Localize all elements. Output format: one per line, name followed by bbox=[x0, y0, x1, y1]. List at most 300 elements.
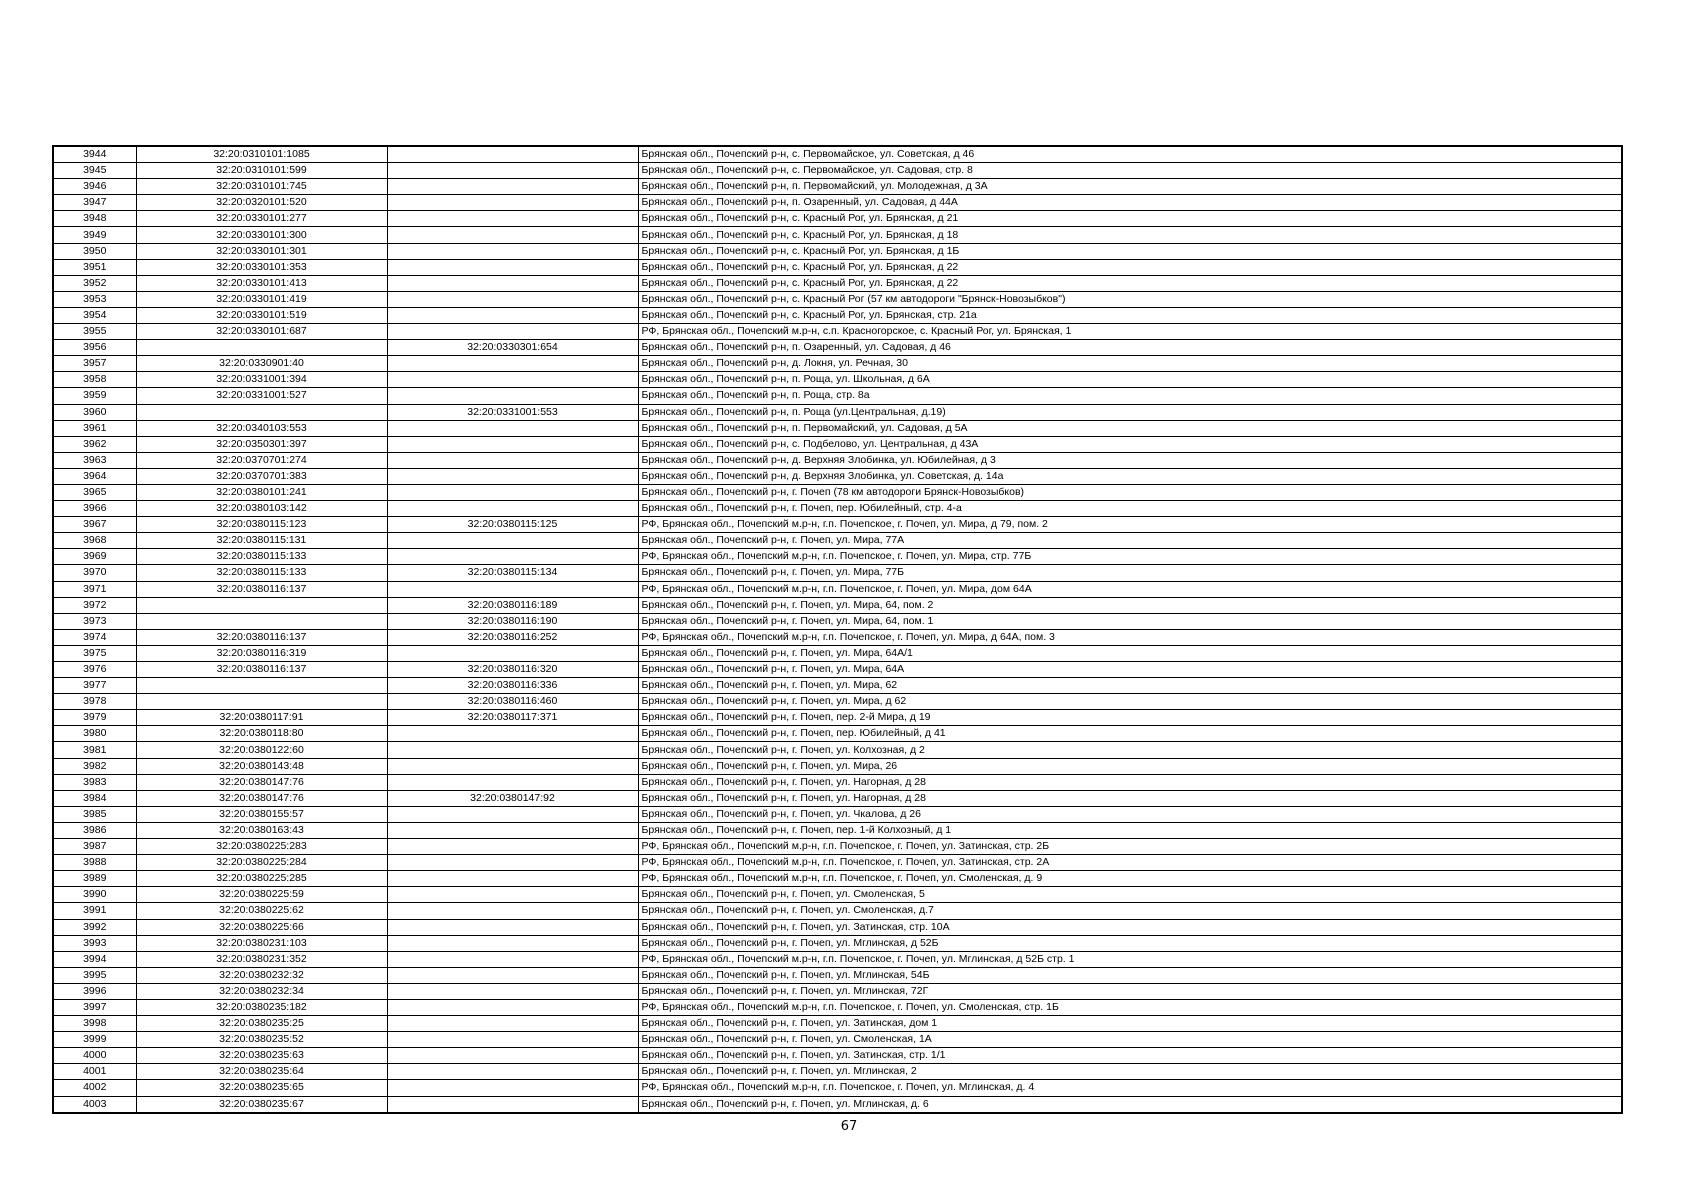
address-cell: РФ, Брянская обл., Почепский м.р-н, г.п. Почепское, г. Почеп, ул. Мглинская, д. 4 bbox=[638, 1080, 1622, 1096]
table-row bbox=[53, 275, 1622, 291]
address-cell: Брянская обл., Почепский р-н, г. Почеп, ул. Чкалова, д 26 bbox=[638, 806, 1622, 822]
linked-cadastral-number-cell bbox=[387, 275, 638, 291]
address-cell: Брянская обл., Почепский р-н, п. Роща (ул.Центральная, д.19) bbox=[638, 404, 1622, 420]
table-row bbox=[53, 871, 1622, 887]
row-number-cell: 3958 bbox=[53, 372, 136, 388]
table-row bbox=[53, 533, 1622, 549]
row-number-cell: 3982 bbox=[53, 758, 136, 774]
row-number-cell: 3946 bbox=[53, 179, 136, 195]
row-number-cell: 3953 bbox=[53, 291, 136, 307]
address-cell: Брянская обл., Почепский р-н, п. Озаренный, ул. Садовая, д 44А bbox=[638, 195, 1622, 211]
row-number-cell: 3967 bbox=[53, 517, 136, 533]
table-row bbox=[53, 211, 1622, 227]
cadastral-number-cell: 32:20:0380232:32 bbox=[136, 967, 387, 983]
linked-cadastral-number-cell bbox=[387, 1096, 638, 1113]
table-row bbox=[53, 179, 1622, 195]
cadastral-number-cell: 32:20:0380225:66 bbox=[136, 919, 387, 935]
row-number-cell: 3969 bbox=[53, 549, 136, 565]
table-row bbox=[53, 452, 1622, 468]
linked-cadastral-number-cell: 32:20:0380116:190 bbox=[387, 613, 638, 629]
cadastral-number-cell: 32:20:0370701:274 bbox=[136, 452, 387, 468]
linked-cadastral-number-cell bbox=[387, 967, 638, 983]
address-cell: Брянская обл., Почепский р-н, с. Подбелово, ул. Центральная, д 43А bbox=[638, 436, 1622, 452]
linked-cadastral-number-cell bbox=[387, 468, 638, 484]
row-number-cell: 3956 bbox=[53, 340, 136, 356]
address-cell: Брянская обл., Почепский р-н, г. Почеп, ул. Мира, 26 bbox=[638, 758, 1622, 774]
linked-cadastral-number-cell bbox=[387, 259, 638, 275]
cadastral-number-cell: 32:20:0380118:80 bbox=[136, 726, 387, 742]
row-number-cell: 3974 bbox=[53, 629, 136, 645]
address-cell: Брянская обл., Почепский р-н, г. Почеп (78 км автодороги Брянск-Новозыбков) bbox=[638, 484, 1622, 500]
linked-cadastral-number-cell bbox=[387, 484, 638, 500]
linked-cadastral-number-cell bbox=[387, 227, 638, 243]
table-row bbox=[53, 919, 1622, 935]
row-number-cell: 3985 bbox=[53, 806, 136, 822]
table-row bbox=[53, 967, 1622, 983]
row-number-cell: 3997 bbox=[53, 999, 136, 1015]
table-row bbox=[53, 1016, 1622, 1032]
table-row bbox=[53, 613, 1622, 629]
table-row bbox=[53, 726, 1622, 742]
row-number-cell: 3959 bbox=[53, 388, 136, 404]
cadastral-number-cell: 32:20:0380235:67 bbox=[136, 1096, 387, 1113]
table-row bbox=[53, 790, 1622, 806]
cadastral-number-cell: 32:20:0331001:527 bbox=[136, 388, 387, 404]
linked-cadastral-number-cell bbox=[387, 951, 638, 967]
row-number-cell: 4000 bbox=[53, 1048, 136, 1064]
row-number-cell: 3949 bbox=[53, 227, 136, 243]
address-cell: Брянская обл., Почепский р-н, г. Почеп, ул. Смоленская, 1А bbox=[638, 1032, 1622, 1048]
address-cell: Брянская обл., Почепский р-н, с. Красный Рог, ул. Брянская, д 18 bbox=[638, 227, 1622, 243]
cadastral-number-cell: 32:20:0370701:383 bbox=[136, 468, 387, 484]
cadastral-number-cell: 32:20:0380116:319 bbox=[136, 645, 387, 661]
table-row bbox=[53, 259, 1622, 275]
table-row bbox=[53, 227, 1622, 243]
table-row bbox=[53, 291, 1622, 307]
row-number-cell: 3960 bbox=[53, 404, 136, 420]
table-row bbox=[53, 307, 1622, 323]
linked-cadastral-number-cell bbox=[387, 436, 638, 452]
row-number-cell: 3955 bbox=[53, 324, 136, 340]
address-cell: Брянская обл., Почепский р-н, г. Почеп, ул. Мира, 64А/1 bbox=[638, 645, 1622, 661]
table-row bbox=[53, 420, 1622, 436]
table-row bbox=[53, 887, 1622, 903]
table-row bbox=[53, 1048, 1622, 1064]
address-cell: РФ, Брянская обл., Почепский м.р-н, г.п. Почепское, г. Почеп, ул. Мира, дом 64А bbox=[638, 581, 1622, 597]
table-row bbox=[53, 710, 1622, 726]
row-number-cell: 3970 bbox=[53, 565, 136, 581]
linked-cadastral-number-cell bbox=[387, 999, 638, 1015]
linked-cadastral-number-cell bbox=[387, 871, 638, 887]
linked-cadastral-number-cell bbox=[387, 549, 638, 565]
cadastral-number-cell: 32:20:0380235:64 bbox=[136, 1064, 387, 1080]
row-number-cell: 3996 bbox=[53, 983, 136, 999]
cadastral-number-cell: 32:20:0380155:57 bbox=[136, 806, 387, 822]
row-number-cell: 3957 bbox=[53, 356, 136, 372]
cadastral-number-cell bbox=[136, 404, 387, 420]
row-number-cell: 3995 bbox=[53, 967, 136, 983]
row-number-cell: 3992 bbox=[53, 919, 136, 935]
table-row bbox=[53, 1096, 1622, 1113]
linked-cadastral-number-cell bbox=[387, 983, 638, 999]
row-number-cell: 3980 bbox=[53, 726, 136, 742]
address-cell: Брянская обл., Почепский р-н, г. Почеп, ул. Затинская, стр. 1/1 bbox=[638, 1048, 1622, 1064]
address-cell: Брянская обл., Почепский р-н, г. Почеп, ул. Мира, 64, пом. 2 bbox=[638, 597, 1622, 613]
address-cell: РФ, Брянская обл., Почепский м.р-н, г.п. Почепское, г. Почеп, ул. Мира, стр. 77Б bbox=[638, 549, 1622, 565]
linked-cadastral-number-cell: 32:20:0380116:252 bbox=[387, 629, 638, 645]
linked-cadastral-number-cell bbox=[387, 903, 638, 919]
row-number-cell: 3984 bbox=[53, 790, 136, 806]
linked-cadastral-number-cell bbox=[387, 935, 638, 951]
table-row bbox=[53, 694, 1622, 710]
table-row bbox=[53, 1080, 1622, 1096]
address-cell: Брянская обл., Почепский р-н, с. Первомайское, ул. Советская, д 46 bbox=[638, 146, 1622, 163]
address-cell: Брянская обл., Почепский р-н, г. Почеп, ул. Смоленская, 5 bbox=[638, 887, 1622, 903]
address-cell: Брянская обл., Почепский р-н, г. Почеп, ул. Мглинская, 72Г bbox=[638, 983, 1622, 999]
cadastral-number-cell: 32:20:0330901:40 bbox=[136, 356, 387, 372]
row-number-cell: 4001 bbox=[53, 1064, 136, 1080]
row-number-cell: 3973 bbox=[53, 613, 136, 629]
linked-cadastral-number-cell bbox=[387, 726, 638, 742]
linked-cadastral-number-cell bbox=[387, 919, 638, 935]
cadastral-number-cell: 32:20:0380235:52 bbox=[136, 1032, 387, 1048]
table-row bbox=[53, 1064, 1622, 1080]
table-row bbox=[53, 839, 1622, 855]
address-cell: Брянская обл., Почепский р-н, п. Озаренный, ул. Садовая, д 46 bbox=[638, 340, 1622, 356]
table-row bbox=[53, 517, 1622, 533]
linked-cadastral-number-cell bbox=[387, 372, 638, 388]
linked-cadastral-number-cell bbox=[387, 146, 638, 163]
linked-cadastral-number-cell bbox=[387, 388, 638, 404]
address-cell: Брянская обл., Почепский р-н, г. Почеп, ул. Затинская, стр. 10А bbox=[638, 919, 1622, 935]
address-cell: Брянская обл., Почепский р-н, г. Почеп, пер. 1-й Колхозный, д 1 bbox=[638, 822, 1622, 838]
cadastral-number-cell: 32:20:0380163:43 bbox=[136, 822, 387, 838]
cadastral-number-cell: 32:20:0350301:397 bbox=[136, 436, 387, 452]
cadastral-number-cell: 32:20:0380225:62 bbox=[136, 903, 387, 919]
address-cell: Брянская обл., Почепский р-н, г. Почеп, пер. 2-й Мира, д 19 bbox=[638, 710, 1622, 726]
address-cell: Брянская обл., Почепский р-н, г. Почеп, ул. Мира, 77А bbox=[638, 533, 1622, 549]
address-cell: Брянская обл., Почепский р-н, г. Почеп, ул. Мира, 64А bbox=[638, 662, 1622, 678]
row-number-cell: 3962 bbox=[53, 436, 136, 452]
table-row bbox=[53, 356, 1622, 372]
table-row bbox=[53, 1032, 1622, 1048]
table-row bbox=[53, 565, 1622, 581]
linked-cadastral-number-cell bbox=[387, 645, 638, 661]
address-cell: Брянская обл., Почепский р-н, г. Почеп, ул. Нагорная, д 28 bbox=[638, 774, 1622, 790]
cadastral-number-cell: 32:20:0380225:59 bbox=[136, 887, 387, 903]
row-number-cell: 3954 bbox=[53, 307, 136, 323]
table-row bbox=[53, 501, 1622, 517]
row-number-cell: 3987 bbox=[53, 839, 136, 855]
table-row bbox=[53, 404, 1622, 420]
address-cell: Брянская обл., Почепский р-н, г. Почеп, пер. Юбилейный, стр. 4-а bbox=[638, 501, 1622, 517]
cadastral-number-cell: 32:20:0380115:131 bbox=[136, 533, 387, 549]
linked-cadastral-number-cell: 32:20:0380115:134 bbox=[387, 565, 638, 581]
row-number-cell: 3999 bbox=[53, 1032, 136, 1048]
cadastral-number-cell: 32:20:0310101:1085 bbox=[136, 146, 387, 163]
address-cell: Брянская обл., Почепский р-н, г. Почеп, ул. Колхозная, д 2 bbox=[638, 742, 1622, 758]
address-cell: Брянская обл., Почепский р-н, г. Почеп, ул. Мглинская, д. 6 bbox=[638, 1096, 1622, 1113]
table-row bbox=[53, 983, 1622, 999]
linked-cadastral-number-cell bbox=[387, 855, 638, 871]
linked-cadastral-number-cell bbox=[387, 839, 638, 855]
cadastral-number-cell: 32:20:0380116:137 bbox=[136, 581, 387, 597]
cadastral-number-cell: 32:20:0380235:63 bbox=[136, 1048, 387, 1064]
page-number: 67 bbox=[840, 1119, 858, 1134]
linked-cadastral-number-cell: 32:20:0330301:654 bbox=[387, 340, 638, 356]
cadastral-number-cell: 32:20:0330101:301 bbox=[136, 243, 387, 259]
row-number-cell: 3998 bbox=[53, 1016, 136, 1032]
cadastral-number-cell: 32:20:0330101:419 bbox=[136, 291, 387, 307]
table-row bbox=[53, 935, 1622, 951]
address-cell: РФ, Брянская обл., Почепский м.р-н, с.п. Красногорское, с. Красный Рог, ул. Брянская, 1 bbox=[638, 324, 1622, 340]
address-cell: РФ, Брянская обл., Почепский м.р-н, г.п. Почепское, г. Почеп, ул. Смоленская, стр. 1Б bbox=[638, 999, 1622, 1015]
address-cell: Брянская обл., Почепский р-н, г. Почеп, ул. Мглинская, 2 bbox=[638, 1064, 1622, 1080]
address-cell: Брянская обл., Почепский р-н, г. Почеп, ул. Мглинская, 54Б bbox=[638, 967, 1622, 983]
linked-cadastral-number-cell: 32:20:0380116:460 bbox=[387, 694, 638, 710]
linked-cadastral-number-cell: 32:20:0380117:371 bbox=[387, 710, 638, 726]
cadastral-number-cell: 32:20:0330101:519 bbox=[136, 307, 387, 323]
cadastral-number-cell bbox=[136, 613, 387, 629]
row-number-cell: 3986 bbox=[53, 822, 136, 838]
table-row bbox=[53, 999, 1622, 1015]
row-number-cell: 3944 bbox=[53, 146, 136, 163]
address-cell: Брянская обл., Почепский р-н, п. Первомайский, ул. Молодежная, д 3А bbox=[638, 179, 1622, 195]
row-number-cell: 3975 bbox=[53, 645, 136, 661]
linked-cadastral-number-cell bbox=[387, 1064, 638, 1080]
linked-cadastral-number-cell bbox=[387, 822, 638, 838]
table-row bbox=[53, 822, 1622, 838]
address-cell: Брянская обл., Почепский р-н, г. Почеп, ул. Смоленская, д.7 bbox=[638, 903, 1622, 919]
table-row bbox=[53, 468, 1622, 484]
cadastral-number-cell: 32:20:0330101:413 bbox=[136, 275, 387, 291]
table-row bbox=[53, 195, 1622, 211]
address-cell: Брянская обл., Почепский р-н, г. Почеп, ул. Мира, 77Б bbox=[638, 565, 1622, 581]
row-number-cell: 3951 bbox=[53, 259, 136, 275]
address-cell: РФ, Брянская обл., Почепский м.р-н, г.п. Почепское, г. Почеп, ул. Мира, д 79, пом. 2 bbox=[638, 517, 1622, 533]
linked-cadastral-number-cell bbox=[387, 1080, 638, 1096]
cadastral-number-cell: 32:20:0340103:553 bbox=[136, 420, 387, 436]
cadastral-number-cell bbox=[136, 678, 387, 694]
linked-cadastral-number-cell bbox=[387, 887, 638, 903]
linked-cadastral-number-cell: 32:20:0331001:553 bbox=[387, 404, 638, 420]
row-number-cell: 3976 bbox=[53, 662, 136, 678]
row-number-cell: 3947 bbox=[53, 195, 136, 211]
linked-cadastral-number-cell bbox=[387, 806, 638, 822]
address-cell: Брянская обл., Почепский р-н, д. Верхняя Злобинка, ул. Юбилейная, д 3 bbox=[638, 452, 1622, 468]
table-row bbox=[53, 597, 1622, 613]
table-row bbox=[53, 678, 1622, 694]
row-number-cell: 3965 bbox=[53, 484, 136, 500]
table-row bbox=[53, 243, 1622, 259]
cadastral-number-cell: 32:20:0380116:137 bbox=[136, 662, 387, 678]
address-cell: Брянская обл., Почепский р-н, д. Верхняя Злобинка, ул. Советская, д. 14а bbox=[638, 468, 1622, 484]
cadastral-number-cell bbox=[136, 340, 387, 356]
linked-cadastral-number-cell: 32:20:0380116:189 bbox=[387, 597, 638, 613]
linked-cadastral-number-cell bbox=[387, 179, 638, 195]
cadastral-number-cell: 32:20:0330101:277 bbox=[136, 211, 387, 227]
row-number-cell: 3978 bbox=[53, 694, 136, 710]
row-number-cell: 3968 bbox=[53, 533, 136, 549]
cadastral-number-cell: 32:20:0380225:284 bbox=[136, 855, 387, 871]
address-cell: Брянская обл., Почепский р-н, г. Почеп, ул. Мглинская, д 52Б bbox=[638, 935, 1622, 951]
linked-cadastral-number-cell bbox=[387, 1048, 638, 1064]
cadastral-number-cell: 32:20:0380235:25 bbox=[136, 1016, 387, 1032]
row-number-cell: 3977 bbox=[53, 678, 136, 694]
cadastral-number-cell: 32:20:0310101:745 bbox=[136, 179, 387, 195]
address-cell: Брянская обл., Почепский р-н, г. Почеп, пер. Юбилейный, д 41 bbox=[638, 726, 1622, 742]
row-number-cell: 3961 bbox=[53, 420, 136, 436]
cadastral-number-cell: 32:20:0380147:76 bbox=[136, 790, 387, 806]
row-number-cell: 3991 bbox=[53, 903, 136, 919]
cadastral-number-cell: 32:20:0380232:34 bbox=[136, 983, 387, 999]
row-number-cell: 4002 bbox=[53, 1080, 136, 1096]
table-row bbox=[53, 146, 1622, 163]
cadastral-number-cell: 32:20:0320101:520 bbox=[136, 195, 387, 211]
address-cell: Брянская обл., Почепский р-н, с. Первомайское, ул. Садовая, стр. 8 bbox=[638, 163, 1622, 179]
address-cell: Брянская обл., Почепский р-н, г. Почеп, ул. Затинская, дом 1 bbox=[638, 1016, 1622, 1032]
table-row bbox=[53, 951, 1622, 967]
address-cell: Брянская обл., Почепский р-н, с. Красный Рог, ул. Брянская, д 22 bbox=[638, 259, 1622, 275]
cadastral-number-cell: 32:20:0380116:137 bbox=[136, 629, 387, 645]
cadastral-number-cell: 32:20:0380225:285 bbox=[136, 871, 387, 887]
address-cell: Брянская обл., Почепский р-н, с. Красный Рог (57 км автодороги "Брянск-Новозыбков") bbox=[638, 291, 1622, 307]
address-cell: Брянская обл., Почепский р-н, с. Красный Рог, ул. Брянская, д 21 bbox=[638, 211, 1622, 227]
table-row bbox=[53, 662, 1622, 678]
cadastral-number-cell: 32:20:0380231:352 bbox=[136, 951, 387, 967]
table-row bbox=[53, 324, 1622, 340]
register-table bbox=[52, 145, 1623, 1114]
linked-cadastral-number-cell bbox=[387, 1032, 638, 1048]
linked-cadastral-number-cell bbox=[387, 1016, 638, 1032]
address-cell: Брянская обл., Почепский р-н, п. Роща, ул. Школьная, д 6А bbox=[638, 372, 1622, 388]
row-number-cell: 3964 bbox=[53, 468, 136, 484]
table-row bbox=[53, 742, 1622, 758]
table-row bbox=[53, 774, 1622, 790]
linked-cadastral-number-cell: 32:20:0380115:125 bbox=[387, 517, 638, 533]
register-body bbox=[53, 146, 1622, 1113]
row-number-cell: 3993 bbox=[53, 935, 136, 951]
linked-cadastral-number-cell bbox=[387, 324, 638, 340]
linked-cadastral-number-cell bbox=[387, 452, 638, 468]
cadastral-number-cell: 32:20:0380115:123 bbox=[136, 517, 387, 533]
cadastral-number-cell: 32:20:0380231:103 bbox=[136, 935, 387, 951]
linked-cadastral-number-cell bbox=[387, 501, 638, 517]
cadastral-number-cell: 32:20:0330101:353 bbox=[136, 259, 387, 275]
cadastral-number-cell: 32:20:0380143:48 bbox=[136, 758, 387, 774]
linked-cadastral-number-cell bbox=[387, 356, 638, 372]
address-cell: Брянская обл., Почепский р-н, с. Красный Рог, ул. Брянская, д 1Б bbox=[638, 243, 1622, 259]
linked-cadastral-number-cell bbox=[387, 243, 638, 259]
table-row bbox=[53, 855, 1622, 871]
address-cell: РФ, Брянская обл., Почепский м.р-н, г.п. Почепское, г. Почеп, ул. Затинская, стр. 2А bbox=[638, 855, 1622, 871]
row-number-cell: 3952 bbox=[53, 275, 136, 291]
address-cell: Брянская обл., Почепский р-н, п. Роща, стр. 8а bbox=[638, 388, 1622, 404]
row-number-cell: 4003 bbox=[53, 1096, 136, 1113]
linked-cadastral-number-cell bbox=[387, 742, 638, 758]
table-row bbox=[53, 436, 1622, 452]
cadastral-number-cell: 32:20:0380225:283 bbox=[136, 839, 387, 855]
table-row bbox=[53, 645, 1622, 661]
row-number-cell: 3990 bbox=[53, 887, 136, 903]
address-cell: РФ, Брянская обл., Почепский м.р-н, г.п. Почепское, г. Почеп, ул. Смоленская, д. 9 bbox=[638, 871, 1622, 887]
linked-cadastral-number-cell: 32:20:0380116:320 bbox=[387, 662, 638, 678]
row-number-cell: 3981 bbox=[53, 742, 136, 758]
linked-cadastral-number-cell bbox=[387, 291, 638, 307]
linked-cadastral-number-cell bbox=[387, 211, 638, 227]
cadastral-number-cell: 32:20:0330101:687 bbox=[136, 324, 387, 340]
table-row bbox=[53, 340, 1622, 356]
cadastral-number-cell: 32:20:0380235:65 bbox=[136, 1080, 387, 1096]
row-number-cell: 3950 bbox=[53, 243, 136, 259]
row-number-cell: 3948 bbox=[53, 211, 136, 227]
row-number-cell: 3963 bbox=[53, 452, 136, 468]
address-cell: Брянская обл., Почепский р-н, п. Первомайский, ул. Садовая, д 5А bbox=[638, 420, 1622, 436]
cadastral-number-cell: 32:20:0380103:142 bbox=[136, 501, 387, 517]
row-number-cell: 3945 bbox=[53, 163, 136, 179]
cadastral-number-cell: 32:20:0380115:133 bbox=[136, 565, 387, 581]
address-cell: Брянская обл., Почепский р-н, г. Почеп, ул. Мира, д 62 bbox=[638, 694, 1622, 710]
linked-cadastral-number-cell bbox=[387, 533, 638, 549]
table-row bbox=[53, 484, 1622, 500]
cadastral-number-cell: 32:20:0380115:133 bbox=[136, 549, 387, 565]
linked-cadastral-number-cell bbox=[387, 163, 638, 179]
table-row bbox=[53, 163, 1622, 179]
address-cell: РФ, Брянская обл., Почепский м.р-н, г.п. Почепское, г. Почеп, ул. Мира, д 64А, пом. 3 bbox=[638, 629, 1622, 645]
cadastral-number-cell: 32:20:0310101:599 bbox=[136, 163, 387, 179]
cadastral-number-cell bbox=[136, 694, 387, 710]
table-row bbox=[53, 581, 1622, 597]
row-number-cell: 3988 bbox=[53, 855, 136, 871]
table-row bbox=[53, 758, 1622, 774]
row-number-cell: 3972 bbox=[53, 597, 136, 613]
address-cell: Брянская обл., Почепский р-н, г. Почеп, ул. Мира, 64, пом. 1 bbox=[638, 613, 1622, 629]
table-row bbox=[53, 372, 1622, 388]
linked-cadastral-number-cell: 32:20:0380116:336 bbox=[387, 678, 638, 694]
cadastral-number-cell: 32:20:0380101:241 bbox=[136, 484, 387, 500]
cadastral-number-cell: 32:20:0330101:300 bbox=[136, 227, 387, 243]
table-row bbox=[53, 388, 1622, 404]
table-row bbox=[53, 903, 1622, 919]
cadastral-number-cell: 32:20:0380122:60 bbox=[136, 742, 387, 758]
table-row bbox=[53, 806, 1622, 822]
linked-cadastral-number-cell bbox=[387, 581, 638, 597]
address-cell: Брянская обл., Почепский р-н, с. Красный Рог, ул. Брянская, стр. 21а bbox=[638, 307, 1622, 323]
row-number-cell: 3971 bbox=[53, 581, 136, 597]
row-number-cell: 3966 bbox=[53, 501, 136, 517]
table-row bbox=[53, 629, 1622, 645]
row-number-cell: 3994 bbox=[53, 951, 136, 967]
row-number-cell: 3983 bbox=[53, 774, 136, 790]
address-cell: Брянская обл., Почепский р-н, д. Локня, ул. Речная, 30 bbox=[638, 356, 1622, 372]
linked-cadastral-number-cell: 32:20:0380147:92 bbox=[387, 790, 638, 806]
cadastral-number-cell: 32:20:0380117:91 bbox=[136, 710, 387, 726]
linked-cadastral-number-cell bbox=[387, 420, 638, 436]
linked-cadastral-number-cell bbox=[387, 195, 638, 211]
linked-cadastral-number-cell bbox=[387, 307, 638, 323]
table-row bbox=[53, 549, 1622, 565]
linked-cadastral-number-cell bbox=[387, 758, 638, 774]
cadastral-number-cell bbox=[136, 597, 387, 613]
cadastral-number-cell: 32:20:0380235:182 bbox=[136, 999, 387, 1015]
address-cell: Брянская обл., Почепский р-н, г. Почеп, ул. Нагорная, д 28 bbox=[638, 790, 1622, 806]
row-number-cell: 3979 bbox=[53, 710, 136, 726]
cadastral-number-cell: 32:20:0331001:394 bbox=[136, 372, 387, 388]
address-cell: РФ, Брянская обл., Почепский м.р-н, г.п. Почепское, г. Почеп, ул. Мглинская, д 52Б стр. 1 bbox=[638, 951, 1622, 967]
address-cell: Брянская обл., Почепский р-н, г. Почеп, ул. Мира, 62 bbox=[638, 678, 1622, 694]
row-number-cell: 3989 bbox=[53, 871, 136, 887]
address-cell: Брянская обл., Почепский р-н, с. Красный Рог, ул. Брянская, д 22 bbox=[638, 275, 1622, 291]
